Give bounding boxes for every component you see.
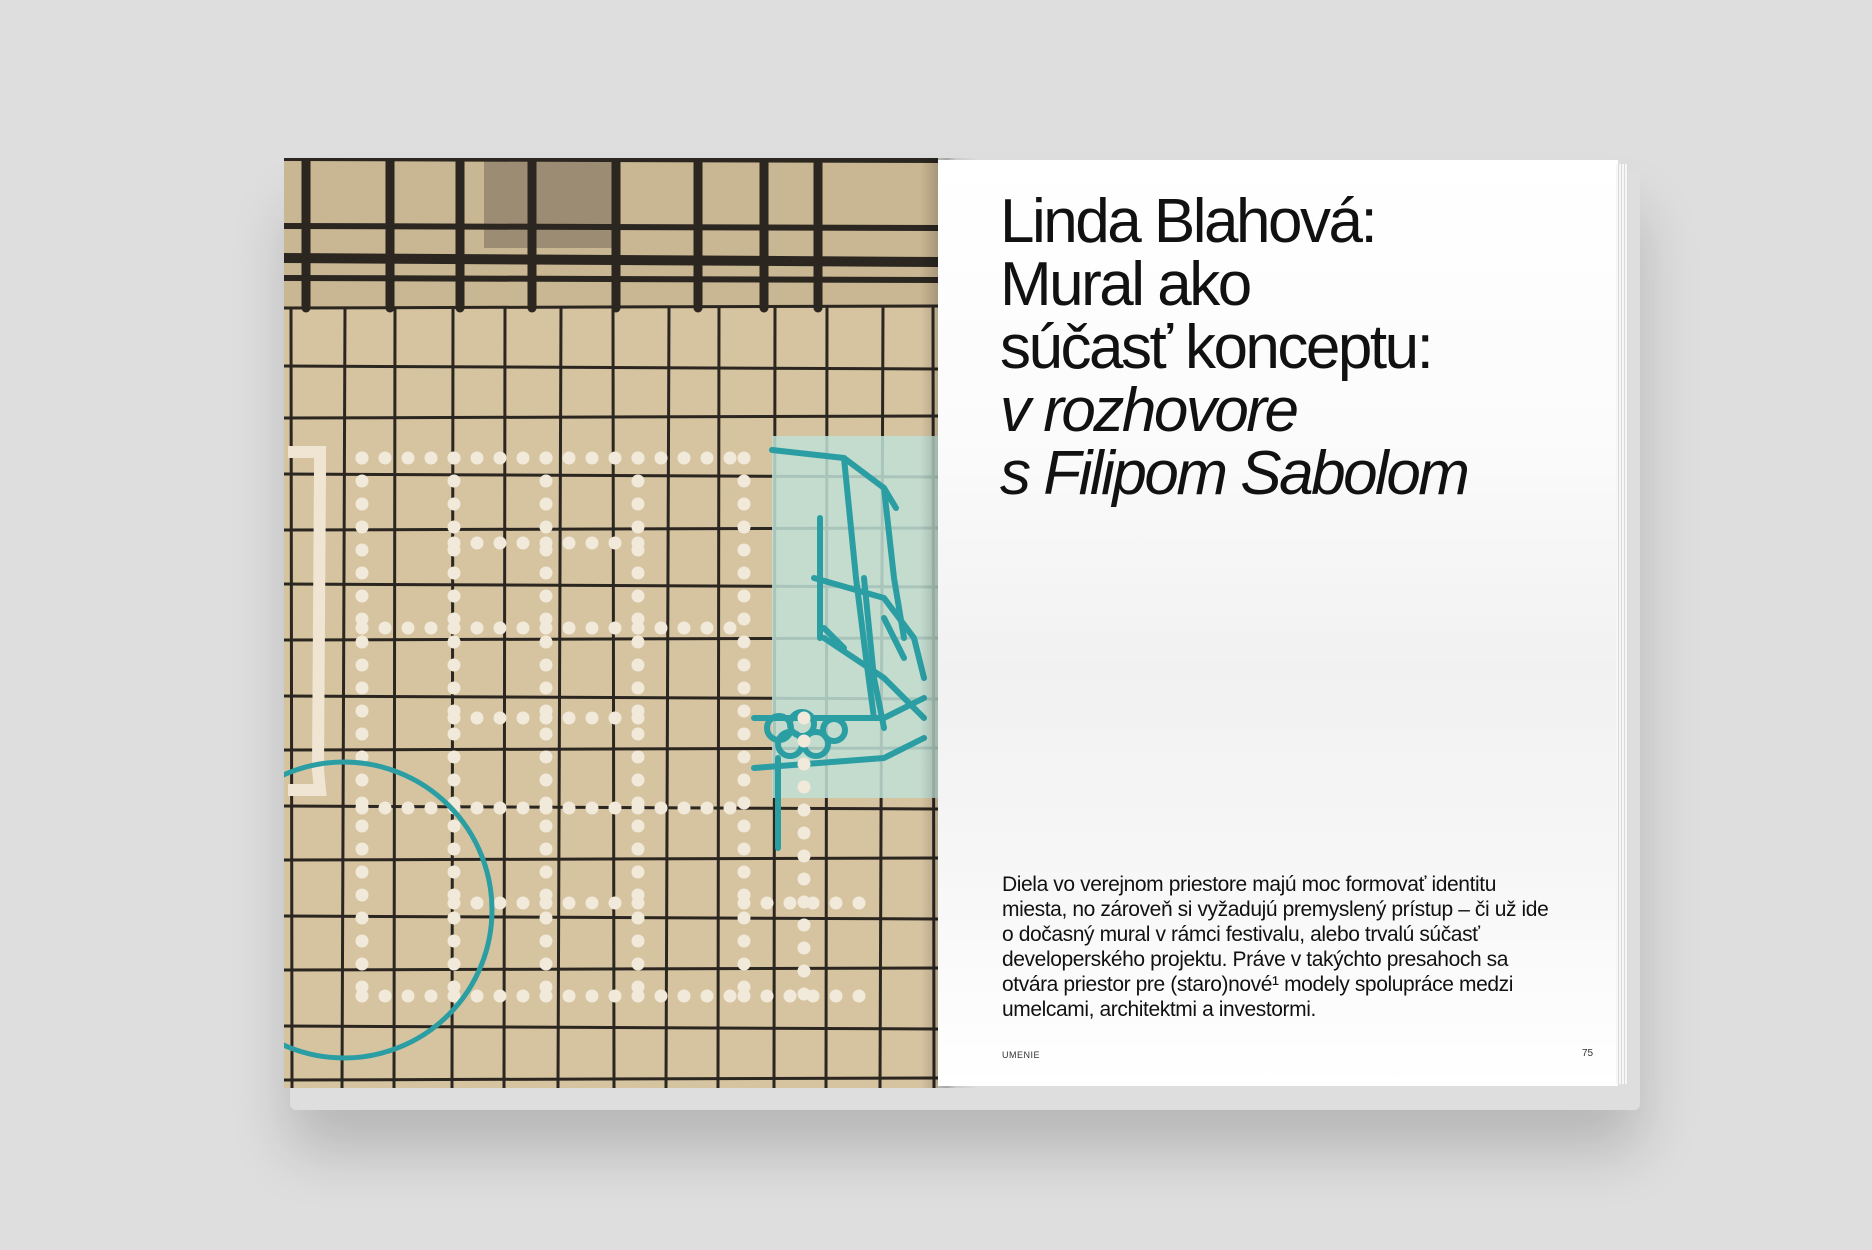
page-number: 75 [1582,1048,1594,1059]
section-label: UMENIE [1002,1050,1041,1060]
mural-photo [284,158,938,1088]
article-intro: Diela vo verejnom priestore majú moc formovať identitu miesta, no zároveň si vyžadujú premyslený prístup – či už ide o dočasný mural v rámci festivalu, alebo trvalú súčasť developerského projektu. Práve v takýchto presahoch sa otvára priestor pre (staro)nové¹ modely spolupráce medzi umelcami, architektmi a investormi. [1002,873,1549,1021]
article-page [938,160,1618,1086]
page-edges [1616,164,1628,1084]
title-line-1: Linda Blahová: [1000,187,1376,256]
mural-photo-page [284,158,938,1088]
title-line-2: Mural ako [1000,250,1250,319]
subtitle-line-1: v rozhovore [1000,376,1297,445]
title-line-3: súčasť konceptu: [1000,313,1432,382]
subtitle-line-2: s Filipom Sabolom [1000,439,1468,508]
article-title [1000,187,1468,508]
